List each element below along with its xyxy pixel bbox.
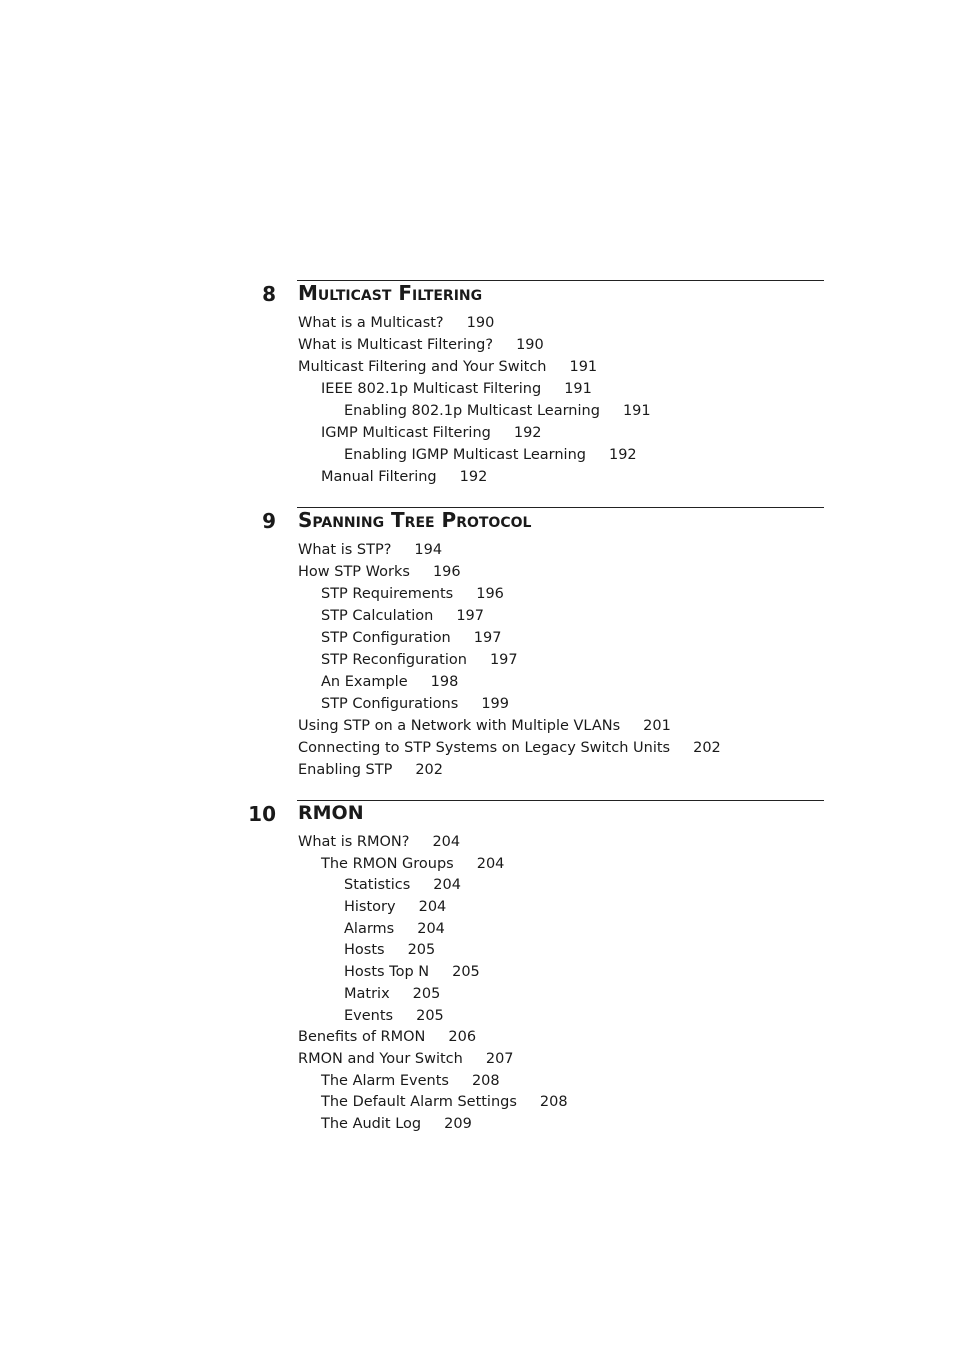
toc-entry-page-number: 204 (417, 920, 445, 937)
toc-entry-title: Connecting to STP Systems on Legacy Switch Units (298, 740, 671, 756)
toc-entry-page-number: 209 (444, 1115, 472, 1132)
toc-entry-page-number: 205 (416, 1007, 444, 1024)
toc-entry-title: The Audit Log (321, 1115, 422, 1132)
toc-entry-line (321, 649, 518, 671)
toc-entry-title: Hosts Top N (344, 964, 430, 981)
toc-entry-page-number: 208 (539, 1094, 568, 1111)
toc-entry-title: Alarms (344, 920, 395, 937)
chapter-rule (297, 800, 824, 801)
toc-entry[interactable] (0, 671, 954, 693)
toc-entry-page-number: 201 (643, 718, 671, 734)
toc-entry-line (344, 400, 651, 422)
toc-entry-title: Benefits of RMON (298, 1029, 426, 1046)
toc-entry-page-number: 192 (608, 447, 637, 463)
toc-entry-line (344, 1006, 444, 1028)
toc-entry-line (298, 759, 443, 781)
chapter-title: Spanning Tree Protocol (298, 508, 532, 532)
toc-entry[interactable] (0, 919, 954, 941)
toc-entry-page-number: 197 (489, 652, 518, 668)
toc-entry-line (298, 1049, 514, 1071)
toc-entry[interactable] (0, 962, 954, 984)
toc-entry-page-number: 206 (448, 1029, 477, 1046)
toc-entry-page-number: 198 (430, 674, 459, 690)
toc-entry-page-number: 197 (473, 630, 502, 646)
toc-entry[interactable] (0, 649, 954, 671)
toc-entry-page-number: 205 (412, 985, 441, 1002)
toc-entry-line (298, 334, 544, 356)
toc-entry-title: IGMP Multicast Filtering (321, 425, 491, 441)
toc-entry[interactable] (0, 400, 954, 422)
toc-entry-title: The RMON Groups (321, 855, 454, 872)
toc-entry-page-number: 202 (415, 762, 443, 778)
toc-entry[interactable] (0, 897, 954, 919)
toc-entry-page-number: 204 (433, 877, 461, 894)
toc-entry[interactable] (0, 539, 954, 561)
toc-entry[interactable] (0, 1071, 954, 1093)
toc-entry-line (344, 919, 445, 941)
toc-entry-title: What is a Multicast? (298, 315, 444, 331)
toc-entry-title: STP Configurations (321, 696, 459, 712)
toc-entry-title: What is STP? (298, 542, 392, 558)
toc-entry-page-number: 197 (456, 608, 484, 624)
toc-entry-page-number: 196 (432, 564, 461, 580)
toc-entry-title: Using STP on a Network with Multiple VLANs (298, 718, 621, 734)
toc-entry-list (0, 539, 954, 781)
toc-entry-line (344, 962, 480, 984)
toc-entry-line (321, 422, 542, 444)
toc-entry-line (344, 940, 435, 962)
toc-entry-page-number: 196 (476, 586, 504, 602)
toc-entry[interactable] (0, 422, 954, 444)
toc-entry-title: Statistics (344, 877, 411, 894)
toc-entry[interactable] (0, 832, 954, 854)
toc-entry[interactable] (0, 561, 954, 583)
toc-entry-line (344, 444, 637, 466)
toc-entry-title: RMON and Your Switch (298, 1050, 463, 1067)
toc-entry-page-number: 208 (471, 1072, 500, 1089)
toc-entry-page-number: 191 (622, 403, 651, 419)
toc-entry-title: Multicast Filtering and Your Switch (298, 359, 547, 375)
toc-entry-line (321, 627, 501, 649)
toc-entry-line (321, 378, 592, 400)
toc-entry-line (344, 984, 440, 1006)
toc-entry-page-number: 207 (485, 1050, 514, 1067)
toc-entry-page-number: 192 (459, 469, 488, 485)
toc-entry[interactable] (0, 693, 954, 715)
toc-entry-line (298, 737, 721, 759)
toc-entry-line (321, 605, 484, 627)
toc-entry-page-number: 202 (693, 740, 721, 756)
toc-entry-page-number: 199 (481, 696, 509, 712)
chapter-number: 8 (262, 282, 276, 306)
toc-entry-line (344, 875, 461, 897)
toc-entry[interactable] (0, 940, 954, 962)
toc-entry-page-number: 204 (432, 834, 461, 850)
toc-entry[interactable] (0, 605, 954, 627)
toc-entry-line (321, 854, 504, 876)
toc-entry-page-number: 192 (513, 425, 542, 441)
toc-entry-title: STP Reconfiguration (321, 652, 467, 668)
toc-entry[interactable] (0, 627, 954, 649)
toc-entry[interactable] (0, 1049, 954, 1071)
toc-entry-page-number: 191 (569, 359, 598, 375)
toc-entry-line (298, 312, 494, 334)
toc-entry[interactable] (0, 1114, 954, 1136)
toc-entry-title: STP Calculation (321, 608, 434, 624)
toc-entry-title: How STP Works (298, 564, 410, 580)
toc-entry[interactable] (0, 854, 954, 876)
toc-entry-page-number: 190 (466, 315, 495, 331)
toc-entry-page-number: 204 (476, 855, 505, 872)
toc-entry-line (321, 693, 509, 715)
toc-entry-page-number: 191 (564, 381, 592, 397)
toc-entry-line (344, 897, 446, 919)
toc-entry-line (321, 466, 487, 488)
chapter-number: 10 (248, 802, 276, 826)
toc-entry[interactable] (0, 737, 954, 759)
chapter-title: RMON (298, 802, 364, 824)
toc-entry-title: Matrix (344, 985, 390, 1002)
toc-entry-list (0, 312, 954, 488)
toc-entry[interactable] (0, 984, 954, 1006)
toc-entry-title: STP Configuration (321, 630, 451, 646)
toc-entry-title: The Alarm Events (321, 1072, 449, 1089)
toc-entry-title: History (344, 899, 396, 916)
toc-entry-title: Enabling IGMP Multicast Learning (344, 447, 586, 463)
toc-entry-page-number: 190 (516, 337, 544, 353)
toc-entry-title: Events (344, 1007, 394, 1024)
toc-entry-line (298, 561, 461, 583)
chapter-number: 9 (262, 509, 276, 533)
toc-entry-title: An Example (321, 674, 408, 690)
toc-entry-title: The Default Alarm Settings (321, 1094, 517, 1111)
toc-entry-line (298, 1027, 476, 1049)
toc-entry-title: Hosts (344, 942, 385, 959)
toc-entry[interactable] (0, 1092, 954, 1114)
toc-entry[interactable] (0, 466, 954, 488)
toc-entry-line (298, 539, 442, 561)
toc-entry-title: What is Multicast Filtering? (298, 337, 494, 353)
toc-entry-line (321, 1092, 568, 1114)
toc-entry[interactable] (0, 444, 954, 466)
toc-entry[interactable] (0, 378, 954, 400)
toc-entry[interactable] (0, 583, 954, 605)
toc-entry[interactable] (0, 356, 954, 378)
toc-entry-title: Manual Filtering (321, 469, 437, 485)
toc-entry[interactable] (0, 1006, 954, 1028)
toc-entry-title: STP Requirements (321, 586, 454, 602)
toc-entry-page-number: 194 (414, 542, 443, 558)
toc-entry[interactable] (0, 334, 954, 356)
toc-entry[interactable] (0, 715, 954, 737)
toc-entry-page-number: 205 (452, 964, 480, 981)
toc-entry-title: Enabling 802.1p Multicast Learning (344, 403, 600, 419)
toc-entry-line (298, 356, 597, 378)
toc-entry[interactable] (0, 312, 954, 334)
toc-entry-line (298, 832, 460, 854)
toc-entry-line (298, 715, 671, 737)
toc-entry-line (321, 1114, 472, 1136)
toc-entry-title: Enabling STP (298, 762, 393, 778)
toc-entry-line (321, 1071, 500, 1093)
toc-entry-title: What is RMON? (298, 834, 410, 850)
toc-entry-list (0, 832, 954, 1136)
toc-entry[interactable] (0, 875, 954, 897)
chapter-title: Multicast Filtering (298, 281, 483, 305)
toc-entry-title: IEEE 802.1p Multicast Filtering (321, 381, 542, 397)
toc-entry-line (321, 583, 504, 605)
toc-entry[interactable] (0, 759, 954, 781)
toc-entry-page-number: 204 (418, 899, 447, 916)
toc-entry-page-number: 205 (407, 942, 436, 959)
toc-entry[interactable] (0, 1027, 954, 1049)
toc-entry-line (321, 671, 458, 693)
